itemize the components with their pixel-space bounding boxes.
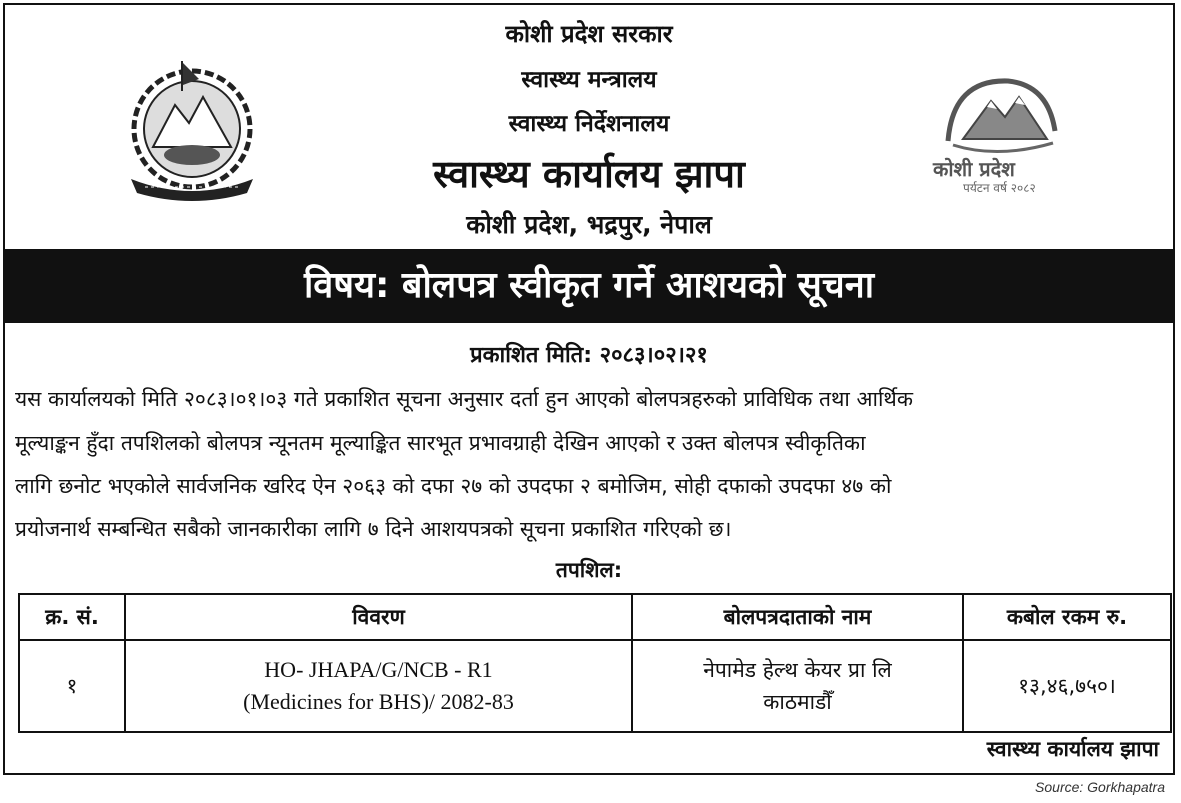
ministry-name: स्वास्थ्य मन्त्रालय [521, 67, 657, 93]
published-date: प्रकाशित मिति: २०८३।०२।२१ [470, 343, 708, 368]
header-bidder: बोलपत्रदाताको नाम [632, 594, 963, 640]
koshi-tourism-logo [923, 71, 1073, 201]
schedule-title: तपशिल: [555, 558, 623, 582]
body-line-3: लागि छनोट भएकोले सार्वजनिक खरिद ऐन २०६३ को दफा २७ को उपदफा २ बमोजिम, सोही दफाको उपदफा ४७ को [15, 474, 892, 498]
notice-header [5, 5, 1173, 249]
description-line-1: HO- JHAPA/G/NCB - R1 [264, 657, 493, 682]
signature: स्वास्थ्य कार्यालय झापा [986, 737, 1159, 761]
body-line-1: यस कार्यालयको मिति २०८३।०१।०३ गते प्रकाशित सूचना अनुसार दर्ता हुन आएको बोलपत्रहरुको प्राविधिक तथा आर्थिक [15, 387, 913, 411]
subject-bar: विषय: बोलपत्र स्वीकृत गर्ने आशयको सूचना [5, 249, 1173, 323]
office-address: कोशी प्रदेश, भद्रपुर, नेपाल [466, 210, 712, 239]
cell-bidder [632, 640, 963, 732]
logo-subtitle: पर्यटन वर्ष २०८२ [963, 181, 1036, 195]
header-serial: क्र. सं. [19, 594, 125, 640]
cell-serial: १ [19, 640, 125, 732]
bidder-line-1: नेपामेड हेल्थ केयर प्रा लि [703, 658, 892, 682]
body-line-2: मूल्याङ्कन हुँदा तपशिलको बोलपत्र न्यूनतम मूल्याङ्कित सारभूत प्रभावग्राही देखिन आएको र उक्त बोलपत्र स्वीकृतिका [15, 431, 866, 455]
notice-frame [3, 3, 1175, 775]
mountain-logo-icon [923, 71, 1073, 161]
source-credit: Source: Gorkhapatra [1035, 779, 1165, 795]
description-line-2: (Medicines for BHS)/ 2082-83 [243, 689, 514, 714]
office-name: स्वास्थ्य कार्यालय झापा [433, 152, 745, 196]
table-header-row [19, 594, 1171, 640]
header-description: विवरण [125, 594, 632, 640]
bid-table [18, 593, 1172, 733]
bidder-line-2: काठमाडौँ [763, 690, 832, 714]
cell-description [125, 640, 632, 732]
header-amount: कबोल रकम रु. [963, 594, 1171, 640]
province-government: कोशी प्रदेश सरकार [505, 20, 673, 48]
table-row [19, 640, 1171, 732]
directorate-name: स्वास्थ्य निर्देशनालय [508, 111, 670, 137]
logo-name: कोशी प्रदेश [933, 157, 1015, 181]
body-line-4: प्रयोजनार्थ सम्बन्धित सबैको जानकारीका लागि ७ दिने आशयपत्रको सूचना प्रकाशित गरिएको छ। [15, 517, 732, 541]
cell-amount: १३,४६,७५०। [963, 640, 1171, 732]
